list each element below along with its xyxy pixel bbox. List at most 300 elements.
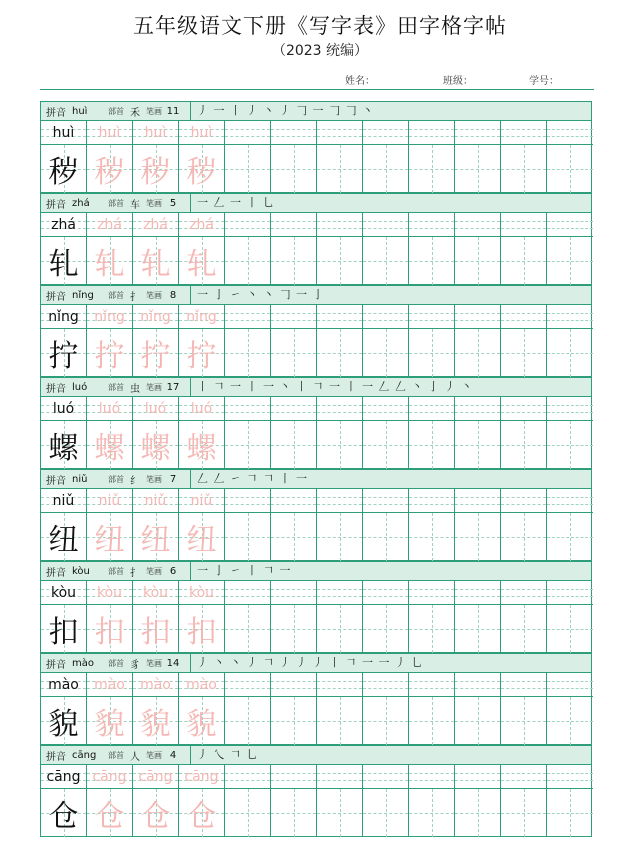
character-row — [41, 604, 593, 653]
stroke-count-label: 笔画 — [146, 198, 162, 208]
pinyin-cell[interactable] — [547, 765, 593, 788]
character-block — [40, 193, 592, 285]
writing-cell[interactable] — [179, 513, 225, 561]
stroke-count-label: 笔画 — [146, 290, 162, 300]
pinyin-cell[interactable] — [363, 305, 409, 328]
radical-label: 部首 — [108, 750, 124, 760]
pinyin-cell[interactable] — [317, 673, 363, 696]
pinyin-cell[interactable] — [133, 121, 179, 144]
pinyin-cell[interactable] — [501, 673, 547, 696]
trace-pinyin: kòu — [188, 584, 215, 601]
pinyin-label: 拼音 — [46, 199, 66, 211]
writing-cell[interactable] — [133, 697, 179, 745]
writing-cell[interactable] — [501, 145, 547, 193]
trace-character: 拧 — [186, 339, 217, 374]
writing-cell[interactable] — [179, 789, 225, 837]
trace-pinyin: zhá — [189, 216, 214, 233]
writing-cell[interactable] — [41, 789, 87, 837]
writing-cell[interactable] — [363, 145, 409, 193]
model-pinyin: nǐng — [48, 308, 79, 325]
radical-label: 部首 — [108, 106, 124, 116]
pinyin-cell[interactable] — [87, 765, 133, 788]
writing-cell[interactable] — [271, 145, 317, 193]
writing-cell[interactable] — [41, 697, 87, 745]
writing-cell[interactable] — [41, 421, 87, 469]
writing-cell[interactable] — [317, 697, 363, 745]
trace-pinyin: luó — [190, 400, 213, 417]
writing-cell[interactable] — [271, 329, 317, 377]
pinyin-cell[interactable] — [317, 581, 363, 604]
pinyin-cell[interactable] — [547, 305, 593, 328]
writing-cell[interactable] — [501, 605, 547, 653]
writing-cell[interactable] — [455, 697, 501, 745]
character-row — [41, 512, 593, 561]
writing-cell[interactable] — [87, 697, 133, 745]
pinyin-cell[interactable] — [133, 305, 179, 328]
writing-cell[interactable] — [501, 237, 547, 285]
writing-cell[interactable] — [133, 605, 179, 653]
page-subtitle: （2023 统编） — [271, 43, 369, 59]
pinyin-cell[interactable] — [225, 305, 271, 328]
model-pinyin: luó — [52, 400, 75, 417]
pinyin-cell[interactable] — [455, 121, 501, 144]
trace-pinyin: niǔ — [144, 492, 167, 509]
writing-cell[interactable] — [271, 697, 317, 745]
pinyin-row — [41, 673, 593, 696]
writing-cell[interactable] — [179, 145, 225, 193]
pinyin-cell[interactable] — [455, 581, 501, 604]
pinyin-cell[interactable] — [547, 489, 593, 512]
character-info-bar — [40, 745, 592, 765]
pinyin-cell[interactable] — [41, 397, 87, 420]
pinyin-cell[interactable] — [271, 213, 317, 236]
writing-cell[interactable] — [87, 605, 133, 653]
character-block — [40, 377, 592, 469]
writing-cell[interactable] — [547, 605, 593, 653]
pinyin-label: 拼音 — [46, 475, 66, 487]
pinyin-cell[interactable] — [179, 765, 225, 788]
trace-character: 秽 — [94, 155, 125, 190]
writing-cell[interactable] — [225, 421, 271, 469]
model-character: 仓 — [48, 799, 79, 834]
trace-character: 仓 — [94, 799, 125, 834]
character-info-bar — [40, 653, 592, 673]
pinyin-cell[interactable] — [547, 581, 593, 604]
pinyin-cell[interactable] — [87, 673, 133, 696]
writing-cell[interactable] — [409, 329, 455, 377]
pinyin-cell[interactable] — [87, 213, 133, 236]
character-info-bar — [40, 101, 592, 121]
writing-cell[interactable] — [133, 421, 179, 469]
trace-character: 仓 — [186, 799, 217, 834]
pinyin-cell[interactable] — [87, 489, 133, 512]
writing-cell[interactable] — [87, 145, 133, 193]
writing-cell[interactable] — [133, 145, 179, 193]
character-info-bar — [40, 193, 592, 213]
pinyin-row — [41, 305, 593, 328]
radical-value: 纟 — [130, 475, 140, 487]
writing-cell[interactable] — [547, 789, 593, 837]
writing-grid — [40, 305, 592, 377]
pinyin-cell[interactable] — [547, 397, 593, 420]
pinyin-cell[interactable] — [501, 305, 547, 328]
pinyin-cell[interactable] — [501, 765, 547, 788]
radical-label: 部首 — [108, 474, 124, 484]
pinyin-value: niǔ — [72, 473, 88, 485]
radical-label: 部首 — [108, 290, 124, 300]
writing-cell[interactable] — [133, 789, 179, 837]
pinyin-cell[interactable] — [179, 305, 225, 328]
writing-cell[interactable] — [271, 421, 317, 469]
writing-cell[interactable] — [363, 789, 409, 837]
pinyin-cell[interactable] — [87, 305, 133, 328]
pinyin-row — [41, 213, 593, 236]
writing-cell[interactable] — [133, 329, 179, 377]
writing-cell[interactable] — [41, 145, 87, 193]
pinyin-label: 拼音 — [46, 107, 66, 119]
writing-cell[interactable] — [225, 697, 271, 745]
pinyin-cell[interactable] — [501, 121, 547, 144]
writing-cell[interactable] — [501, 513, 547, 561]
pinyin-cell[interactable] — [41, 213, 87, 236]
writing-cell[interactable] — [317, 329, 363, 377]
pinyin-cell[interactable] — [409, 489, 455, 512]
stroke-count-label: 笔画 — [146, 658, 162, 668]
writing-cell[interactable] — [317, 421, 363, 469]
pinyin-cell[interactable] — [547, 121, 593, 144]
trace-character: 纽 — [140, 523, 171, 558]
pinyin-cell[interactable] — [41, 673, 87, 696]
writing-cell[interactable] — [271, 513, 317, 561]
pinyin-cell[interactable] — [271, 489, 317, 512]
pinyin-cell[interactable] — [317, 305, 363, 328]
pinyin-cell[interactable] — [363, 121, 409, 144]
pinyin-cell[interactable] — [225, 765, 271, 788]
pinyin-cell[interactable] — [409, 673, 455, 696]
pinyin-cell[interactable] — [455, 673, 501, 696]
pinyin-value: kòu — [72, 565, 90, 577]
pinyin-cell[interactable] — [133, 673, 179, 696]
pinyin-cell[interactable] — [317, 489, 363, 512]
trace-pinyin: luó — [98, 400, 121, 417]
stroke-order: 一 亅 ㇀ 丨 𠃍 一 — [190, 561, 291, 581]
pinyin-cell[interactable] — [225, 397, 271, 420]
pinyin-value: huì — [72, 105, 88, 117]
pinyin-cell[interactable] — [271, 581, 317, 604]
writing-grid — [40, 489, 592, 561]
writing-cell[interactable] — [547, 697, 593, 745]
radical-value: 禾 — [130, 107, 140, 119]
trace-pinyin: cāng — [184, 768, 219, 785]
writing-cell[interactable] — [179, 697, 225, 745]
writing-cell[interactable] — [179, 237, 225, 285]
stroke-count-value: 14 — [166, 657, 180, 669]
radical-label: 部首 — [108, 658, 124, 668]
writing-cell[interactable] — [225, 789, 271, 837]
radical-value: 人 — [130, 751, 140, 763]
trace-character: 轧 — [94, 247, 125, 282]
character-info-bar — [40, 285, 592, 305]
writing-cell[interactable] — [501, 789, 547, 837]
stroke-count-label: 笔画 — [146, 474, 162, 484]
stroke-count-value: 8 — [169, 289, 177, 301]
pinyin-cell[interactable] — [87, 581, 133, 604]
writing-cell[interactable] — [41, 237, 87, 285]
writing-grid — [40, 673, 592, 745]
writing-cell[interactable] — [41, 605, 87, 653]
writing-cell[interactable] — [409, 605, 455, 653]
pinyin-label: 拼音 — [46, 383, 66, 395]
stroke-count-value: 5 — [169, 197, 177, 209]
pinyin-cell[interactable] — [225, 673, 271, 696]
pinyin-cell[interactable] — [133, 397, 179, 420]
writing-grid — [40, 397, 592, 469]
pinyin-cell[interactable] — [409, 581, 455, 604]
writing-cell[interactable] — [547, 237, 593, 285]
pinyin-cell[interactable] — [455, 489, 501, 512]
model-pinyin: mào — [48, 676, 79, 693]
pinyin-cell[interactable] — [179, 673, 225, 696]
pinyin-cell[interactable] — [363, 765, 409, 788]
pinyin-cell[interactable] — [133, 489, 179, 512]
pinyin-cell[interactable] — [409, 397, 455, 420]
trace-pinyin: mào — [94, 676, 125, 693]
character-block — [40, 561, 592, 653]
stroke-order: 丿 一 丨 丿 丶 丿 𠃌 一 𠃌 𠃌 丶 — [190, 101, 374, 121]
pinyin-cell[interactable] — [87, 397, 133, 420]
writing-cell[interactable] — [409, 513, 455, 561]
writing-cell[interactable] — [225, 145, 271, 193]
writing-cell[interactable] — [317, 789, 363, 837]
writing-cell[interactable] — [317, 237, 363, 285]
trace-character: 纽 — [94, 523, 125, 558]
model-pinyin: cāng — [46, 768, 81, 785]
writing-cell[interactable] — [409, 697, 455, 745]
pinyin-label: 拼音 — [46, 567, 66, 579]
writing-cell[interactable] — [133, 237, 179, 285]
trace-pinyin: kòu — [142, 584, 169, 601]
pinyin-cell[interactable] — [225, 213, 271, 236]
pinyin-cell[interactable] — [225, 489, 271, 512]
pinyin-cell[interactable] — [225, 121, 271, 144]
model-character: 拧 — [48, 339, 79, 374]
pinyin-cell[interactable] — [271, 765, 317, 788]
writing-cell[interactable] — [409, 789, 455, 837]
pinyin-value: zhá — [72, 197, 90, 209]
pinyin-cell[interactable] — [409, 305, 455, 328]
stroke-count-value: 7 — [169, 473, 177, 485]
pinyin-cell[interactable] — [409, 765, 455, 788]
pinyin-cell[interactable] — [363, 213, 409, 236]
character-info-bar — [40, 469, 592, 489]
pinyin-cell[interactable] — [41, 305, 87, 328]
pinyin-cell[interactable] — [317, 213, 363, 236]
character-row — [41, 696, 593, 745]
writing-cell[interactable] — [501, 421, 547, 469]
writing-cell[interactable] — [87, 237, 133, 285]
pinyin-cell[interactable] — [317, 765, 363, 788]
stroke-count-label: 笔画 — [146, 566, 162, 576]
student-name-label: 姓名： — [345, 76, 375, 87]
pinyin-value: cāng — [72, 749, 97, 761]
pinyin-cell[interactable] — [271, 397, 317, 420]
writing-cell[interactable] — [225, 605, 271, 653]
trace-pinyin: zhá — [143, 216, 168, 233]
pinyin-cell[interactable] — [409, 121, 455, 144]
pinyin-cell[interactable] — [133, 581, 179, 604]
pinyin-cell[interactable] — [133, 765, 179, 788]
writing-cell[interactable] — [455, 145, 501, 193]
radical-label: 部首 — [108, 198, 124, 208]
pinyin-label: 拼音 — [46, 659, 66, 671]
pinyin-cell[interactable] — [41, 581, 87, 604]
writing-cell[interactable] — [179, 421, 225, 469]
pinyin-cell[interactable] — [501, 489, 547, 512]
pinyin-cell[interactable] — [179, 581, 225, 604]
writing-grid — [40, 581, 592, 653]
pinyin-cell[interactable] — [455, 765, 501, 788]
pinyin-value: nǐng — [72, 289, 94, 301]
trace-pinyin: mào — [186, 676, 217, 693]
pinyin-cell[interactable] — [409, 213, 455, 236]
writing-cell[interactable] — [179, 329, 225, 377]
writing-cell[interactable] — [363, 329, 409, 377]
pinyin-cell[interactable] — [225, 581, 271, 604]
writing-cell[interactable] — [455, 329, 501, 377]
trace-character: 轧 — [140, 247, 171, 282]
student-id-label: 学号： — [529, 76, 559, 87]
class-label: 班级： — [443, 76, 473, 87]
writing-cell[interactable] — [179, 605, 225, 653]
pinyin-label: 拼音 — [46, 291, 66, 303]
pinyin-cell[interactable] — [179, 397, 225, 420]
trace-pinyin: huì — [190, 124, 213, 141]
pinyin-cell[interactable] — [547, 213, 593, 236]
pinyin-cell[interactable] — [179, 489, 225, 512]
trace-character: 螺 — [94, 431, 125, 466]
writing-cell[interactable] — [501, 697, 547, 745]
writing-cell[interactable] — [133, 513, 179, 561]
trace-pinyin: nǐng — [186, 308, 217, 325]
pinyin-row — [41, 397, 593, 420]
pinyin-cell[interactable] — [87, 121, 133, 144]
page-title: 五年级语文下册《写字表》田字格字帖 — [133, 14, 507, 38]
writing-cell[interactable] — [409, 145, 455, 193]
trace-pinyin: zhá — [97, 216, 122, 233]
writing-cell[interactable] — [317, 513, 363, 561]
writing-cell[interactable] — [363, 237, 409, 285]
radical-value: 豸 — [130, 659, 140, 671]
writing-cell[interactable] — [409, 237, 455, 285]
model-character: 轧 — [48, 247, 79, 282]
writing-cell[interactable] — [87, 789, 133, 837]
pinyin-cell[interactable] — [501, 213, 547, 236]
writing-cell[interactable] — [363, 421, 409, 469]
pinyin-cell[interactable] — [271, 305, 317, 328]
pinyin-cell[interactable] — [41, 765, 87, 788]
pinyin-cell[interactable] — [547, 673, 593, 696]
trace-character: 秽 — [186, 155, 217, 190]
pinyin-cell[interactable] — [41, 489, 87, 512]
writing-cell[interactable] — [317, 605, 363, 653]
writing-cell[interactable] — [455, 421, 501, 469]
stroke-order: 一 𠃋 一 丨 乚 — [190, 193, 275, 213]
writing-cell[interactable] — [225, 513, 271, 561]
character-row — [41, 236, 593, 285]
pinyin-cell[interactable] — [133, 213, 179, 236]
writing-cell[interactable] — [547, 329, 593, 377]
writing-cell[interactable] — [363, 605, 409, 653]
writing-cell[interactable] — [41, 329, 87, 377]
trace-character: 仓 — [140, 799, 171, 834]
pinyin-cell[interactable] — [179, 213, 225, 236]
writing-cell[interactable] — [547, 145, 593, 193]
writing-cell[interactable] — [547, 421, 593, 469]
pinyin-cell[interactable] — [455, 397, 501, 420]
pinyin-cell[interactable] — [317, 121, 363, 144]
writing-cell[interactable] — [87, 329, 133, 377]
trace-character: 貌 — [186, 707, 217, 742]
pinyin-cell[interactable] — [363, 397, 409, 420]
pinyin-cell[interactable] — [363, 489, 409, 512]
pinyin-cell[interactable] — [179, 121, 225, 144]
model-pinyin: huì — [52, 124, 75, 141]
writing-cell[interactable] — [363, 513, 409, 561]
pinyin-cell[interactable] — [455, 213, 501, 236]
writing-cell[interactable] — [455, 789, 501, 837]
model-character: 秽 — [48, 155, 79, 190]
pinyin-cell[interactable] — [41, 121, 87, 144]
writing-cell[interactable] — [409, 421, 455, 469]
writing-cell[interactable] — [225, 329, 271, 377]
character-block — [40, 285, 592, 377]
writing-cell[interactable] — [87, 421, 133, 469]
writing-cell[interactable] — [363, 697, 409, 745]
pinyin-cell[interactable] — [271, 121, 317, 144]
writing-cell[interactable] — [547, 513, 593, 561]
writing-cell[interactable] — [87, 513, 133, 561]
trace-character: 螺 — [186, 431, 217, 466]
pinyin-cell[interactable] — [363, 673, 409, 696]
pinyin-value: mào — [72, 657, 94, 669]
writing-cell[interactable] — [317, 145, 363, 193]
character-info-bar — [40, 377, 592, 397]
writing-cell[interactable] — [271, 237, 317, 285]
pinyin-cell[interactable] — [501, 397, 547, 420]
writing-cell[interactable] — [41, 513, 87, 561]
trace-pinyin: huì — [144, 124, 167, 141]
writing-cell[interactable] — [501, 329, 547, 377]
trace-character: 拧 — [140, 339, 171, 374]
pinyin-cell[interactable] — [271, 673, 317, 696]
radical-value: 虫 — [130, 383, 140, 395]
writing-cell[interactable] — [225, 237, 271, 285]
pinyin-cell[interactable] — [363, 581, 409, 604]
stroke-count-label: 笔画 — [146, 750, 162, 760]
writing-cell[interactable] — [455, 237, 501, 285]
writing-cell[interactable] — [271, 789, 317, 837]
pinyin-cell[interactable] — [317, 397, 363, 420]
trace-pinyin: nǐng — [94, 308, 125, 325]
writing-cell[interactable] — [455, 513, 501, 561]
trace-character: 秽 — [140, 155, 171, 190]
trace-character: 轧 — [186, 247, 217, 282]
stroke-count-value: 11 — [166, 105, 180, 117]
pinyin-cell[interactable] — [501, 581, 547, 604]
writing-cell[interactable] — [271, 605, 317, 653]
writing-cell[interactable] — [455, 605, 501, 653]
pinyin-cell[interactable] — [455, 305, 501, 328]
